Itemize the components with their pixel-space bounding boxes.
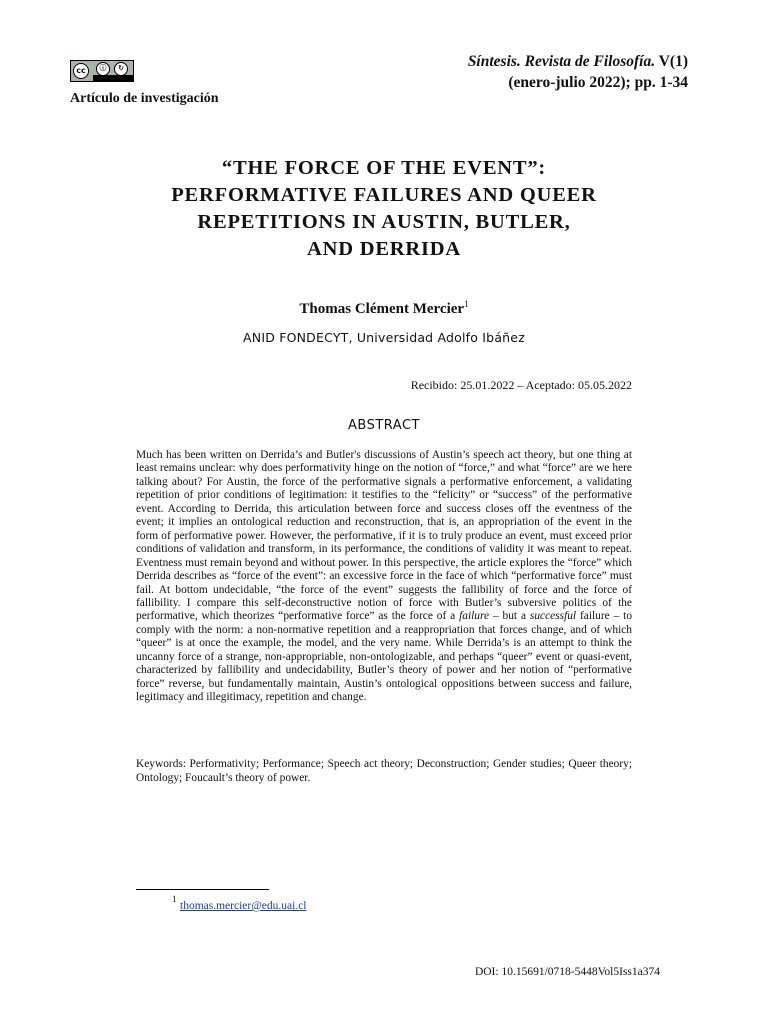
article-title — [100, 155, 668, 263]
cc-license-badge[interactable] — [70, 60, 134, 82]
share-alike-icon: ↻ — [114, 62, 128, 76]
abstract-text: failure – to comply with the norm: a non-normative repetition and a reappropriation that forces change, and of which “queer” is at once the example, the model, and the very name. While Derrida’s is an attempt to think the uncanny force of a strange, non-appropriable, non-ontologizable, and perhaps “queer” event or quasi-event, characterized by fallibility and undecidability, Butler’s theory of power and her notion of “performative force” reverse, but fundamentally maintain, Austin’s ontological oppositions between success and failure, legitimacy and illegitimacy, repetition and change. — [136, 610, 633, 704]
author-footnote-ref[interactable]: 1 — [464, 299, 469, 309]
abstract-body — [136, 449, 632, 705]
footnote-mark: 1 — [172, 894, 177, 904]
author-email-link[interactable]: thomas.mercier@edu.uai.cl — [180, 900, 307, 912]
footnote-divider — [136, 889, 269, 890]
journal-volume: V(1) — [655, 53, 688, 70]
attribution-icon: ⓘ — [96, 62, 110, 76]
cc-icon: cc — [73, 63, 89, 79]
title-line: AND DERRIDA — [306, 238, 461, 260]
keywords: Keywords: Performativity; Performance; Speech act theory; Deconstruction; Gender studies; Queer theory; Ontology; Foucault’s theory of power. — [136, 758, 632, 784]
title-line: REPETITIONS IN AUSTIN, BUTLER, — [197, 211, 571, 233]
author-line — [0, 299, 768, 318]
author-name: Thomas Clément Mercier — [299, 301, 465, 317]
title-line: “THE FORCE OF THE EVENT”: — [221, 157, 547, 179]
abstract-text: Much has been written on Derrida’s and Butler's discussions of Austin’s speech act theory, but one thing at least remains unclear: why does performativity hinge on the notion of “force,” and what “force” are we here talking about? For Austin, the force of the performative signals a performative enforcement, a validating repetition of prior conditions of legitimation: it testifies to the “felicity” or “success” of the performative event. According to Derrida, this articulation between force and success closes off the eventness of the event; it implies an ontological reduction and reconstruction, that is, an appropriation of the event in the form of performative power. However, the performative, if it is to truly produce an event, must exceed prior conditions of validation and transform, in its performance, the conditions of validity it was meant to repeat. Eventness must remain beyond and without power. In this perspective, the article explores the “force” which Derrida describes as “force of the event”: an excessive force in the face of which “performative force” must fail. At bottom undecidable, “the force of the event” suggests the fallibility of force and the force of fallibility. I compare this self-deconstructive notion of force with Butler’s subversive politics of the performative, which theorizes “performative force” as the force of a — [136, 449, 632, 623]
abstract-text: – but a — [489, 610, 530, 623]
title-line: PERFORMATIVE FAILURES AND QUEER — [171, 184, 597, 206]
cc-label-strip — [93, 75, 133, 81]
doi[interactable]: DOI: 10.15691/0718-5448Vol5Iss1a374 — [474, 966, 660, 978]
abstract-emphasis: failure — [459, 610, 490, 623]
abstract-emphasis: successful — [529, 610, 577, 623]
article-type: Artículo de investigación — [70, 91, 219, 106]
author-affiliation: ANID FONDECYT, Universidad Adolfo Ibáñez — [243, 330, 525, 345]
journal-name: Síntesis. Revista de Filosofía. — [467, 53, 656, 70]
journal-issue: (enero-julio 2022); pp. 1-34 — [508, 74, 688, 91]
abstract-heading: ABSTRACT — [348, 418, 420, 433]
journal-citation — [468, 51, 688, 93]
received-accepted-dates: Recibido: 25.01.2022 – Aceptado: 05.05.2022 — [410, 378, 632, 392]
